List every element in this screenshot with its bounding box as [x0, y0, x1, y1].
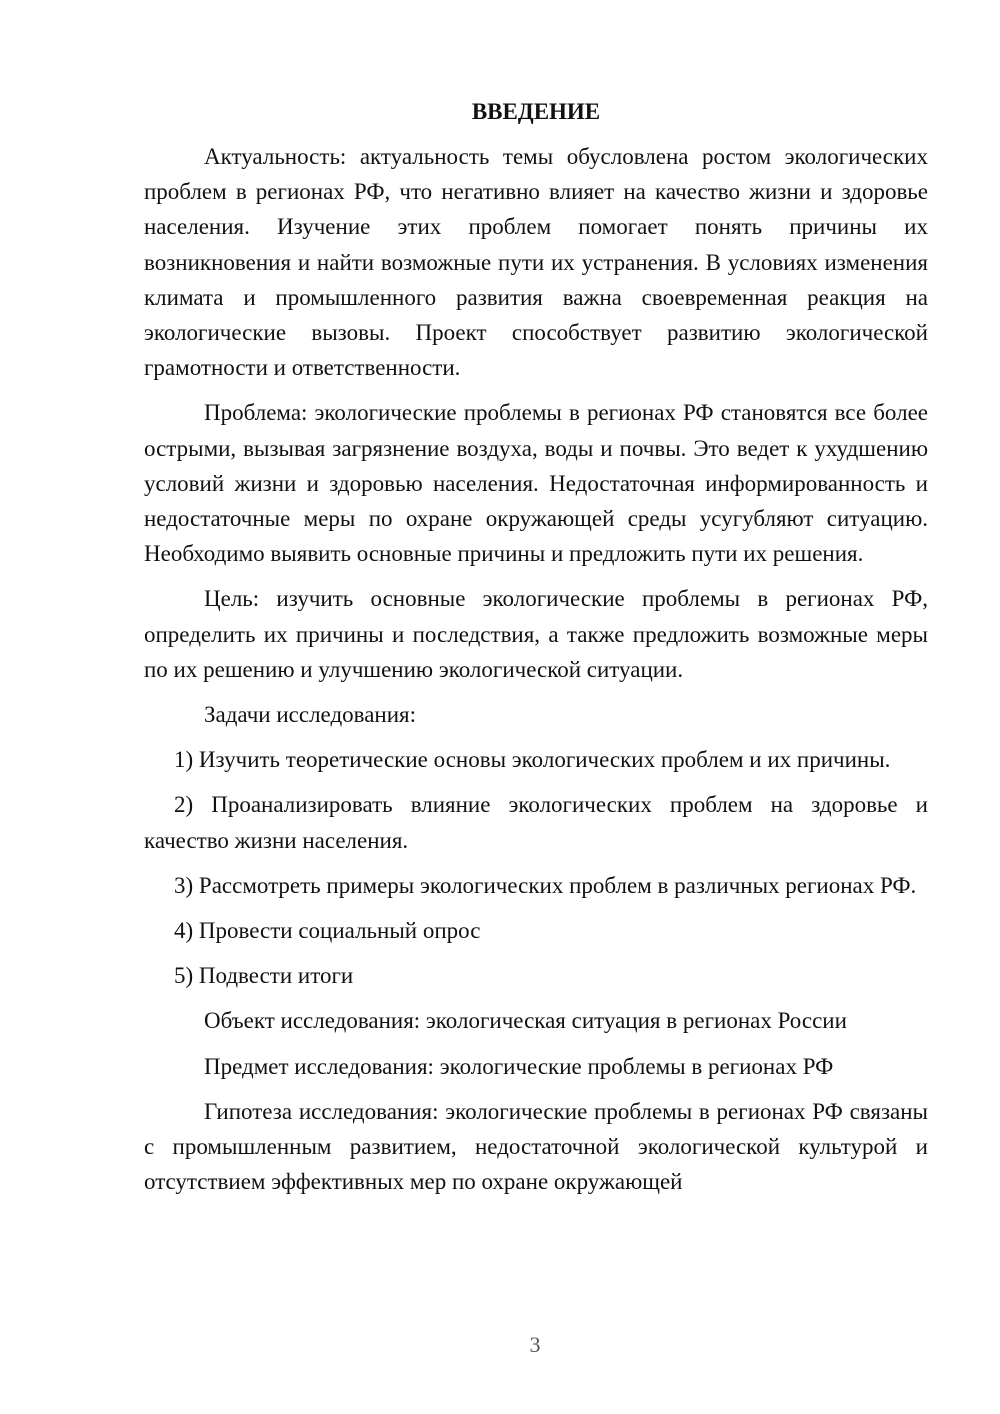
task-item-4: 4) Провести социальный опрос — [174, 918, 481, 944]
page-content — [144, 94, 928, 1209]
research-subject-paragraph: Предмет исследования: экологические проблемы в регионах РФ — [204, 1053, 834, 1079]
task-item-5: 5) Подвести итоги — [174, 963, 354, 989]
research-object-paragraph: Объект исследования: экологическая ситуация в регионах России — [204, 1008, 847, 1034]
goal-paragraph: Цель: изучить основные экологические проблемы в регионах РФ, определить их причины и последствия, а также предложить возможные меры по их решению и улучшению экологической ситуации. — [144, 586, 928, 682]
hypothesis-paragraph: Гипотеза исследования: экологические проблемы в регионах РФ связаны с промышленным развитием, недостаточной экологической культурой и отсутствием эффективных мер по охране окружающей — [144, 1098, 928, 1195]
relevance-paragraph: Актуальность: актуальность темы обусловлена ростом экологических проблем в регионах РФ, что негативно влияет на качество жизни и здоровье населения. Изучение этих проблем помогает понять причины их возникновения и найти возможные пути их устранения. В условиях изменения климата и промышленного развития важна своевременная реакция на экологические вызовы. Проект способствует развитию экологической грамотности и ответственности. — [144, 144, 928, 381]
page-number: 3 — [529, 1332, 541, 1357]
problem-paragraph: Проблема: экологические проблемы в регионах РФ становятся все более острыми, вызывая загрязнение воздуха, воды и почвы. Это ведет к ухудшению условий жизни и здоровью населения. Недостаточная информированность и недостаточные меры по охране окружающей среды усугубляют ситуацию. Необходимо выявить основные причины и предложить пути их решения. — [144, 400, 928, 567]
tasks-heading: Задачи исследования: — [204, 702, 417, 728]
section-title: ВВЕДЕНИЕ — [471, 99, 601, 124]
task-item-1: 1) Изучить теоретические основы экологических проблем и их причины. — [174, 747, 891, 773]
task-item-3: 3) Рассмотреть примеры экологических проблем в различных регионах РФ. — [174, 872, 917, 898]
task-item-2: 2) Проанализировать влияние экологических проблем на здоровье и качество жизни населения. — [144, 792, 928, 853]
